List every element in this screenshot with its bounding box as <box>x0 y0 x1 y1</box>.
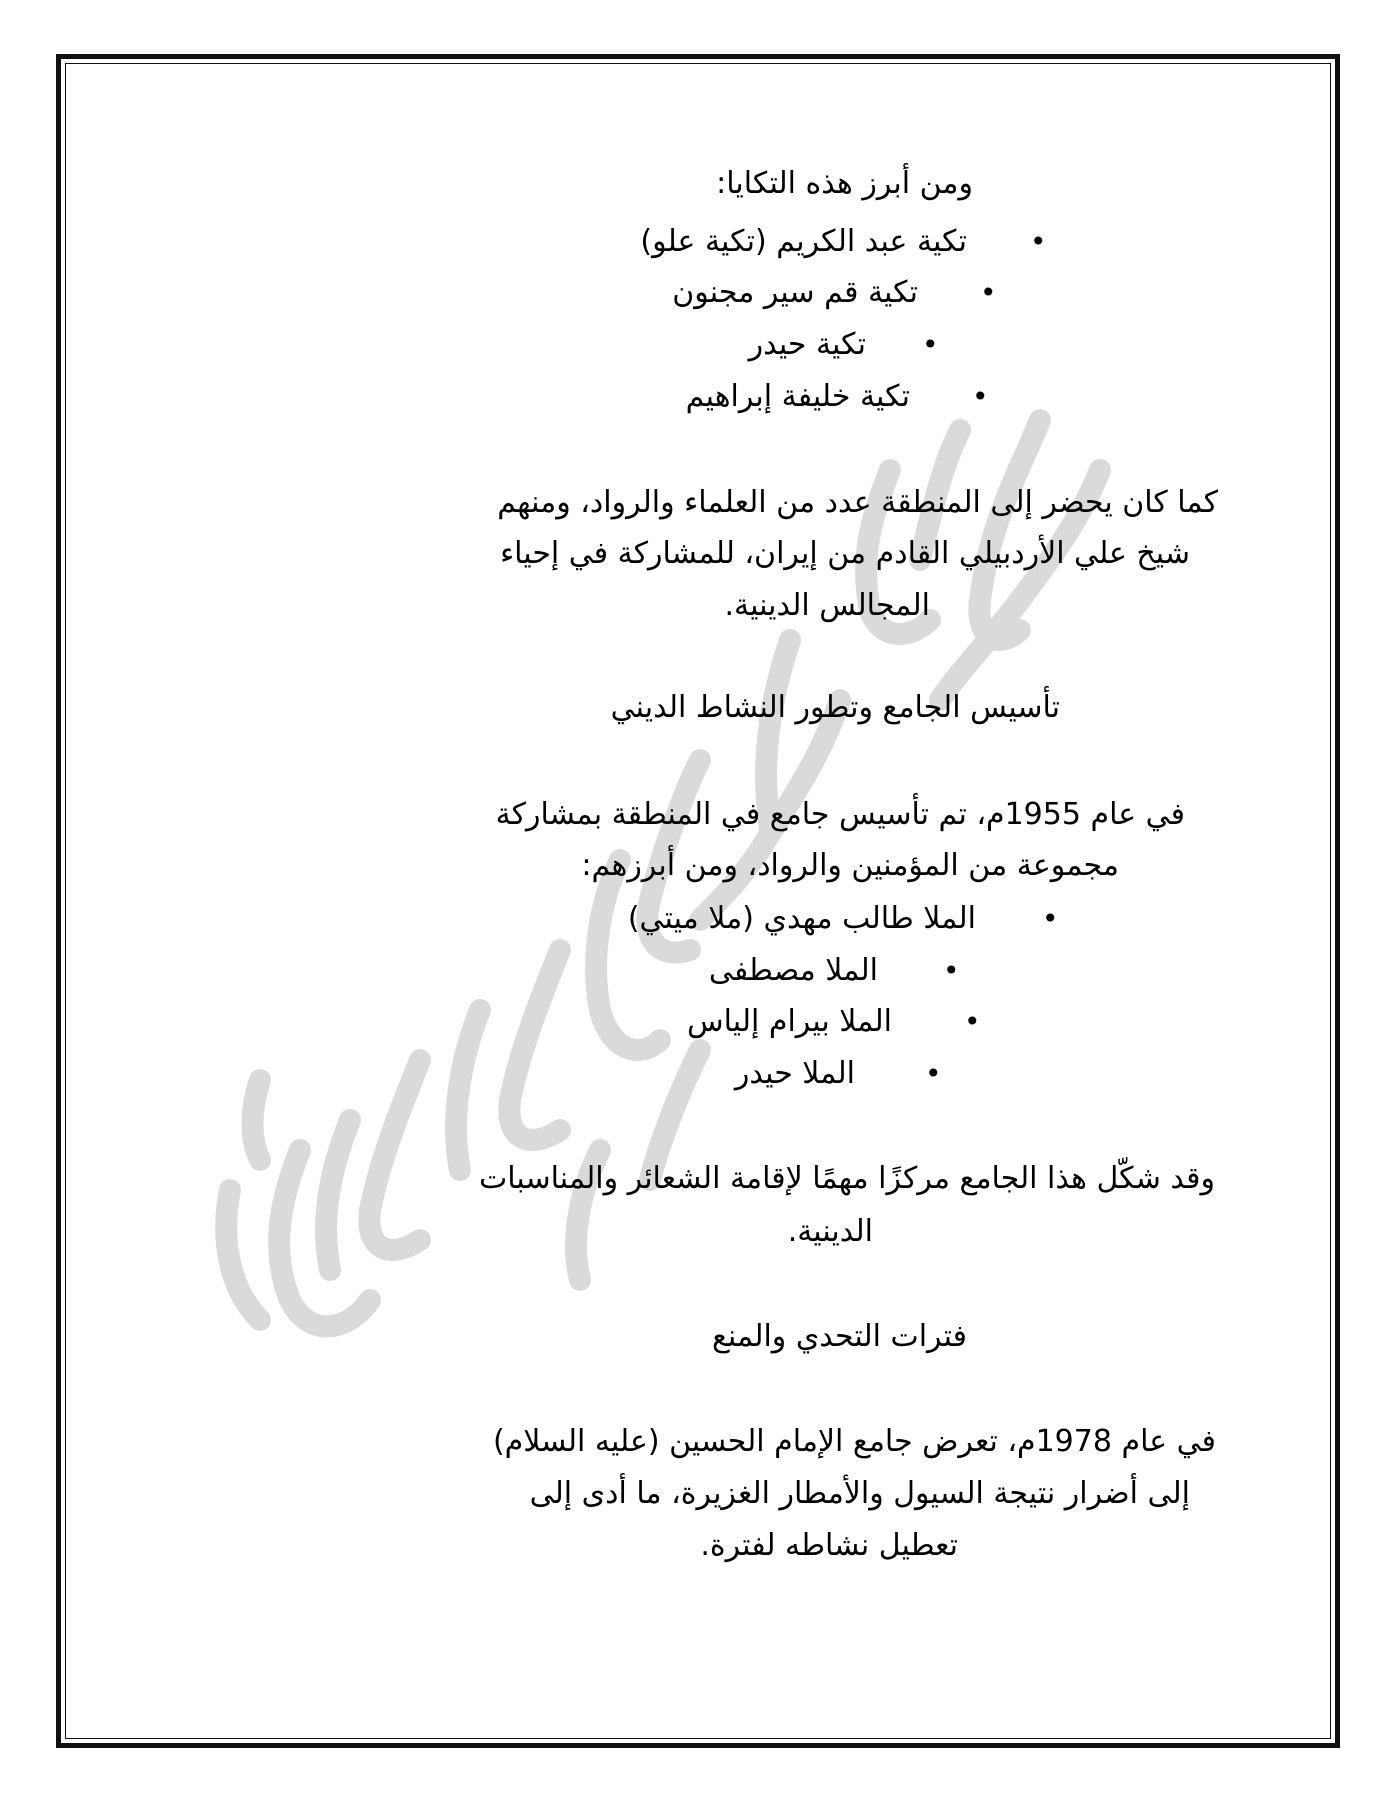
section-heading: تأسيس الجامع وتطور النشاط الديني <box>610 690 1060 725</box>
takaya-heading: ومن أبرز هذه التكايا: <box>716 166 973 201</box>
paragraph-line: مجموعة من المؤمنين والرواد، ومن أبرزهم: <box>581 848 1119 883</box>
paragraph-line: إلى أضرار نتيجة السيول والأمطار الغزيرة، ما أدى إلى <box>529 1476 1190 1511</box>
bullet-icon: • <box>943 954 960 987</box>
mullas-list-item: الملا حيدر <box>734 1056 855 1091</box>
mullas-list-item: الملا مصطفى <box>708 953 878 988</box>
bullet-icon: • <box>964 1005 981 1038</box>
bullet-icon: • <box>980 276 997 309</box>
paragraph-line: في عام 1955م، تم تأسيس جامع في المنطقة بمشاركة <box>495 797 1185 832</box>
paragraph-line: كما كان يحضر إلى المنطقة عدد من العلماء والرواد، ومنهم <box>497 485 1218 520</box>
paragraph-line: الدينية. <box>787 1214 873 1249</box>
paragraph-line: شيخ علي الأردبيلي القادم من إيران، للمشاركة في إحياء <box>500 536 1190 571</box>
bullet-icon: • <box>925 1057 942 1090</box>
mullas-list-item: الملا طالب مهدي (ملا ميتي) <box>627 901 976 936</box>
takaya-list-item: تكية قم سير مجنون <box>672 275 918 310</box>
takaya-list-item: تكية حيدر <box>748 327 866 362</box>
paragraph-line: وقد شكّل هذا الجامع مركزًا مهمًا لإقامة الشعائر والمناسبات <box>479 1161 1215 1196</box>
takaya-list-item: تكية خليفة إبراهيم <box>685 379 910 414</box>
paragraph-line: المجالس الدينية. <box>724 588 930 623</box>
bullet-icon: • <box>1030 225 1047 258</box>
paragraph-line: تعطيل نشاطه لفترة. <box>700 1528 958 1563</box>
bullet-icon: • <box>972 380 989 413</box>
section-heading: فترات التحدي والمنع <box>711 1319 967 1354</box>
bullet-icon: • <box>922 328 939 361</box>
takaya-list-item: تكية عبد الكريم (تكية علو) <box>640 224 967 259</box>
paragraph-line: في عام 1978م، تعرض جامع الإمام الحسين (عليه السلام) <box>492 1424 1216 1459</box>
bullet-icon: • <box>1042 902 1059 935</box>
mullas-list-item: الملا بيرام إلياس <box>687 1004 892 1039</box>
